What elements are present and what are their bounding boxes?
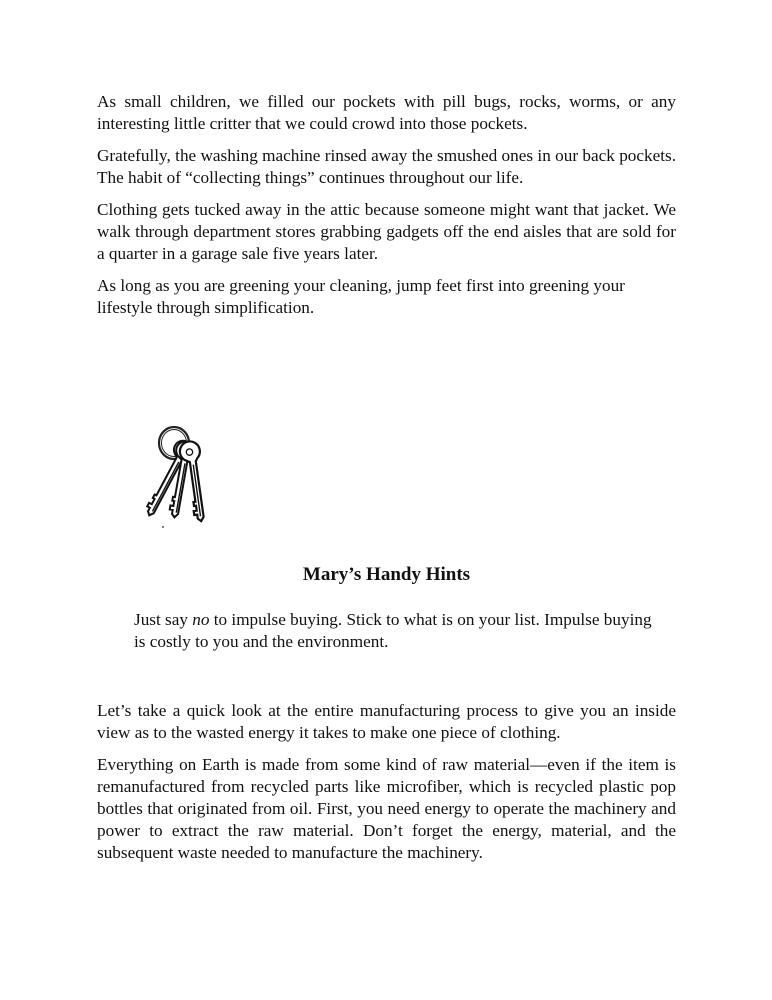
paragraph-manufacturing-process: Let’s take a quick look at the entire manufacturing process to give you an inside view as to the wasted energy it takes to make one piece of clothing. [97, 701, 676, 742]
paragraph-clothing-attic: Clothing gets tucked away in the attic because someone might want that jacket. We walk through department stores grabbing gadgets off the end aisles that are sold for a quarter in a garage sale five years later. [97, 200, 676, 263]
manufacturing-text-block [97, 700, 676, 874]
paragraph-pockets: As small children, we filled our pockets with pill bugs, rocks, worms, or any interesting little critter that we could crowd into those pockets. [97, 92, 676, 133]
paragraph-raw-material: Everything on Earth is made from some kind of raw material—even if the item is remanufactured from recycled parts like microfiber, which is recycled plastic pop bottles that originated from oil. First, you need energy to operate the machinery and power to extract the raw material. Don’t forget the energy, material, and the subsequent waste needed to manufacture the machinery. [97, 755, 676, 862]
hints-text [134, 609, 654, 653]
intro-text-block [97, 91, 676, 329]
keys-icon [133, 421, 213, 533]
hints-heading: Mary’s Handy Hints [302, 564, 471, 585]
hints-text-end: to impulse buying. Stick to what is on your list. Impulse buying is costly to you and the environment. [134, 610, 652, 651]
paragraph-washing-machine: Gratefully, the washing machine rinsed away the smushed ones in our back pockets. The habit of “collecting things” continues throughout our life. [97, 146, 676, 187]
hints-text-start: Just say [134, 610, 193, 629]
hints-text-emphasis: no [192, 610, 210, 629]
paragraph-greening-lifestyle: As long as you are greening your cleaning, jump feet first into greening your lifestyle through simplification. [97, 276, 625, 317]
